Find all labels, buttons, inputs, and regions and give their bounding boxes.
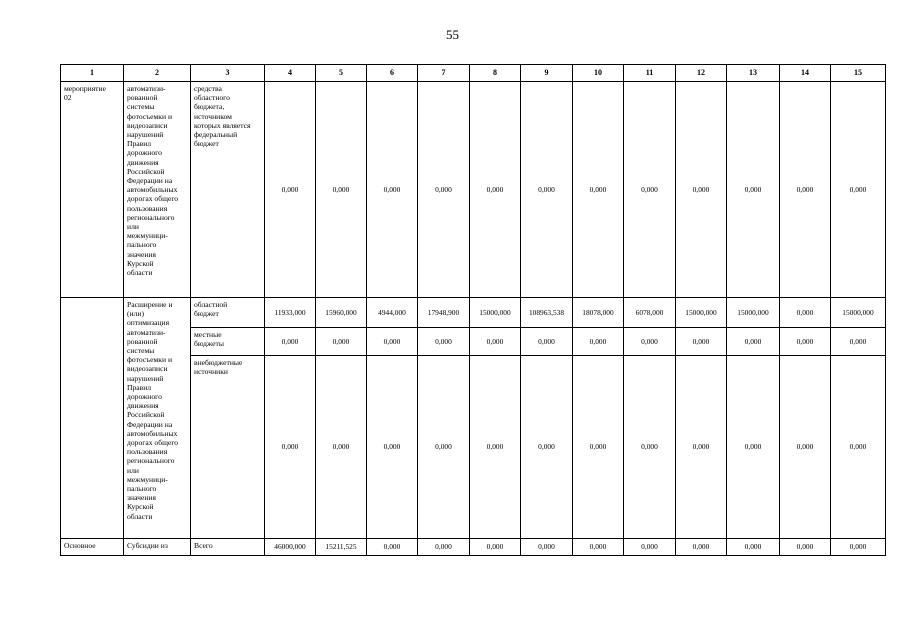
value-cell: 0,000: [727, 356, 780, 539]
value-cell: 0,000: [831, 328, 886, 356]
table-row: [61, 539, 886, 556]
value-cell: 6078,000: [624, 298, 676, 328]
column-header: 13: [727, 65, 780, 82]
value-cell: 0,000: [727, 82, 780, 298]
value-cell: 0,000: [573, 539, 624, 556]
value-cell: 0,000: [727, 328, 780, 356]
value-cell: 0,000: [470, 356, 521, 539]
value-cell: 0,000: [470, 539, 521, 556]
value-cell: 0,000: [418, 82, 470, 298]
value-cell: 0,000: [727, 539, 780, 556]
value-cell: 0,000: [780, 298, 831, 328]
column-header: 6: [367, 65, 418, 82]
value-cell: 0,000: [265, 328, 316, 356]
value-cell: 0,000: [418, 356, 470, 539]
value-cell: 0,000: [470, 328, 521, 356]
value-cell: 0,000: [676, 82, 727, 298]
event-name-cell: [61, 298, 124, 539]
value-cell: 15000,000: [676, 298, 727, 328]
column-header: 1: [61, 65, 124, 82]
column-header: 15: [831, 65, 886, 82]
event-name-cell: мероприятие 02: [61, 82, 124, 298]
value-cell: 0,000: [831, 356, 886, 539]
table-row: [61, 298, 886, 328]
value-cell: 0,000: [418, 328, 470, 356]
value-cell: 15000,000: [727, 298, 780, 328]
value-cell: 108963,538: [521, 298, 573, 328]
value-cell: 0,000: [470, 82, 521, 298]
column-header: 5: [316, 65, 367, 82]
column-header: 2: [124, 65, 191, 82]
value-cell: 0,000: [831, 539, 886, 556]
value-cell: 0,000: [780, 356, 831, 539]
funding-source-cell: внебюджетные источники: [191, 356, 265, 539]
event-name-cell: Основное: [61, 539, 124, 556]
value-cell: 0,000: [780, 328, 831, 356]
value-cell: 0,000: [676, 539, 727, 556]
value-cell: 0,000: [316, 82, 367, 298]
column-header: 7: [418, 65, 470, 82]
description-cell: Расширение и (или) оптимизация автоматизи- рованной системы фотосъемки и видеозаписи нарушений Правил дорожного движения Российской Федерации на автомобильных дорогах общего пользования регионального или межмуници- пального значения Курской области: [124, 298, 191, 539]
value-cell: 0,000: [780, 539, 831, 556]
value-cell: 0,000: [265, 82, 316, 298]
value-cell: 0,000: [624, 539, 676, 556]
value-cell: 0,000: [624, 328, 676, 356]
value-cell: 0,000: [831, 82, 886, 298]
value-cell: 0,000: [367, 82, 418, 298]
column-header: 12: [676, 65, 727, 82]
value-cell: 0,000: [521, 82, 573, 298]
budget-table: [60, 64, 886, 556]
value-cell: 0,000: [521, 328, 573, 356]
funding-source-cell: Всего: [191, 539, 265, 556]
value-cell: 15000,000: [470, 298, 521, 328]
value-cell: 0,000: [676, 328, 727, 356]
table-row: [61, 82, 886, 298]
funding-source-cell: местные бюджеты: [191, 328, 265, 356]
value-cell: 0,000: [573, 82, 624, 298]
value-cell: 0,000: [676, 356, 727, 539]
description-cell: Субсидии из: [124, 539, 191, 556]
column-header: 4: [265, 65, 316, 82]
page-number: 55: [446, 27, 459, 42]
value-cell: 0,000: [316, 356, 367, 539]
funding-source-cell: средства областного бюджета, источником которых является федеральный бюджет: [191, 82, 265, 298]
column-header: 8: [470, 65, 521, 82]
column-header: 9: [521, 65, 573, 82]
funding-source-cell: областной бюджет: [191, 298, 265, 328]
value-cell: 4944,000: [367, 298, 418, 328]
column-header: 11: [624, 65, 676, 82]
value-cell: 0,000: [624, 82, 676, 298]
value-cell: 0,000: [367, 539, 418, 556]
value-cell: 0,000: [521, 539, 573, 556]
value-cell: 0,000: [780, 82, 831, 298]
value-cell: 0,000: [367, 356, 418, 539]
header-row: [61, 65, 886, 82]
value-cell: 15960,000: [316, 298, 367, 328]
value-cell: 18078,000: [573, 298, 624, 328]
value-cell: 0,000: [367, 328, 418, 356]
value-cell: 0,000: [521, 356, 573, 539]
value-cell: 46000,000: [265, 539, 316, 556]
description-cell: автоматизи- рованной системы фотосъемки и видеозаписи нарушений Правил дорожного движения Российской Федерации на автомобильных дорогах общего пользования регионального или межмуници- пального значения Курской области: [124, 82, 191, 298]
value-cell: 17948,900: [418, 298, 470, 328]
value-cell: 15211,525: [316, 539, 367, 556]
column-header: 3: [191, 65, 265, 82]
value-cell: 0,000: [418, 539, 470, 556]
value-cell: 0,000: [573, 356, 624, 539]
value-cell: 15000,000: [831, 298, 886, 328]
value-cell: 0,000: [316, 328, 367, 356]
value-cell: 11933,000: [265, 298, 316, 328]
value-cell: 0,000: [265, 356, 316, 539]
column-header: 14: [780, 65, 831, 82]
column-header: 10: [573, 65, 624, 82]
value-cell: 0,000: [624, 356, 676, 539]
value-cell: 0,000: [573, 328, 624, 356]
